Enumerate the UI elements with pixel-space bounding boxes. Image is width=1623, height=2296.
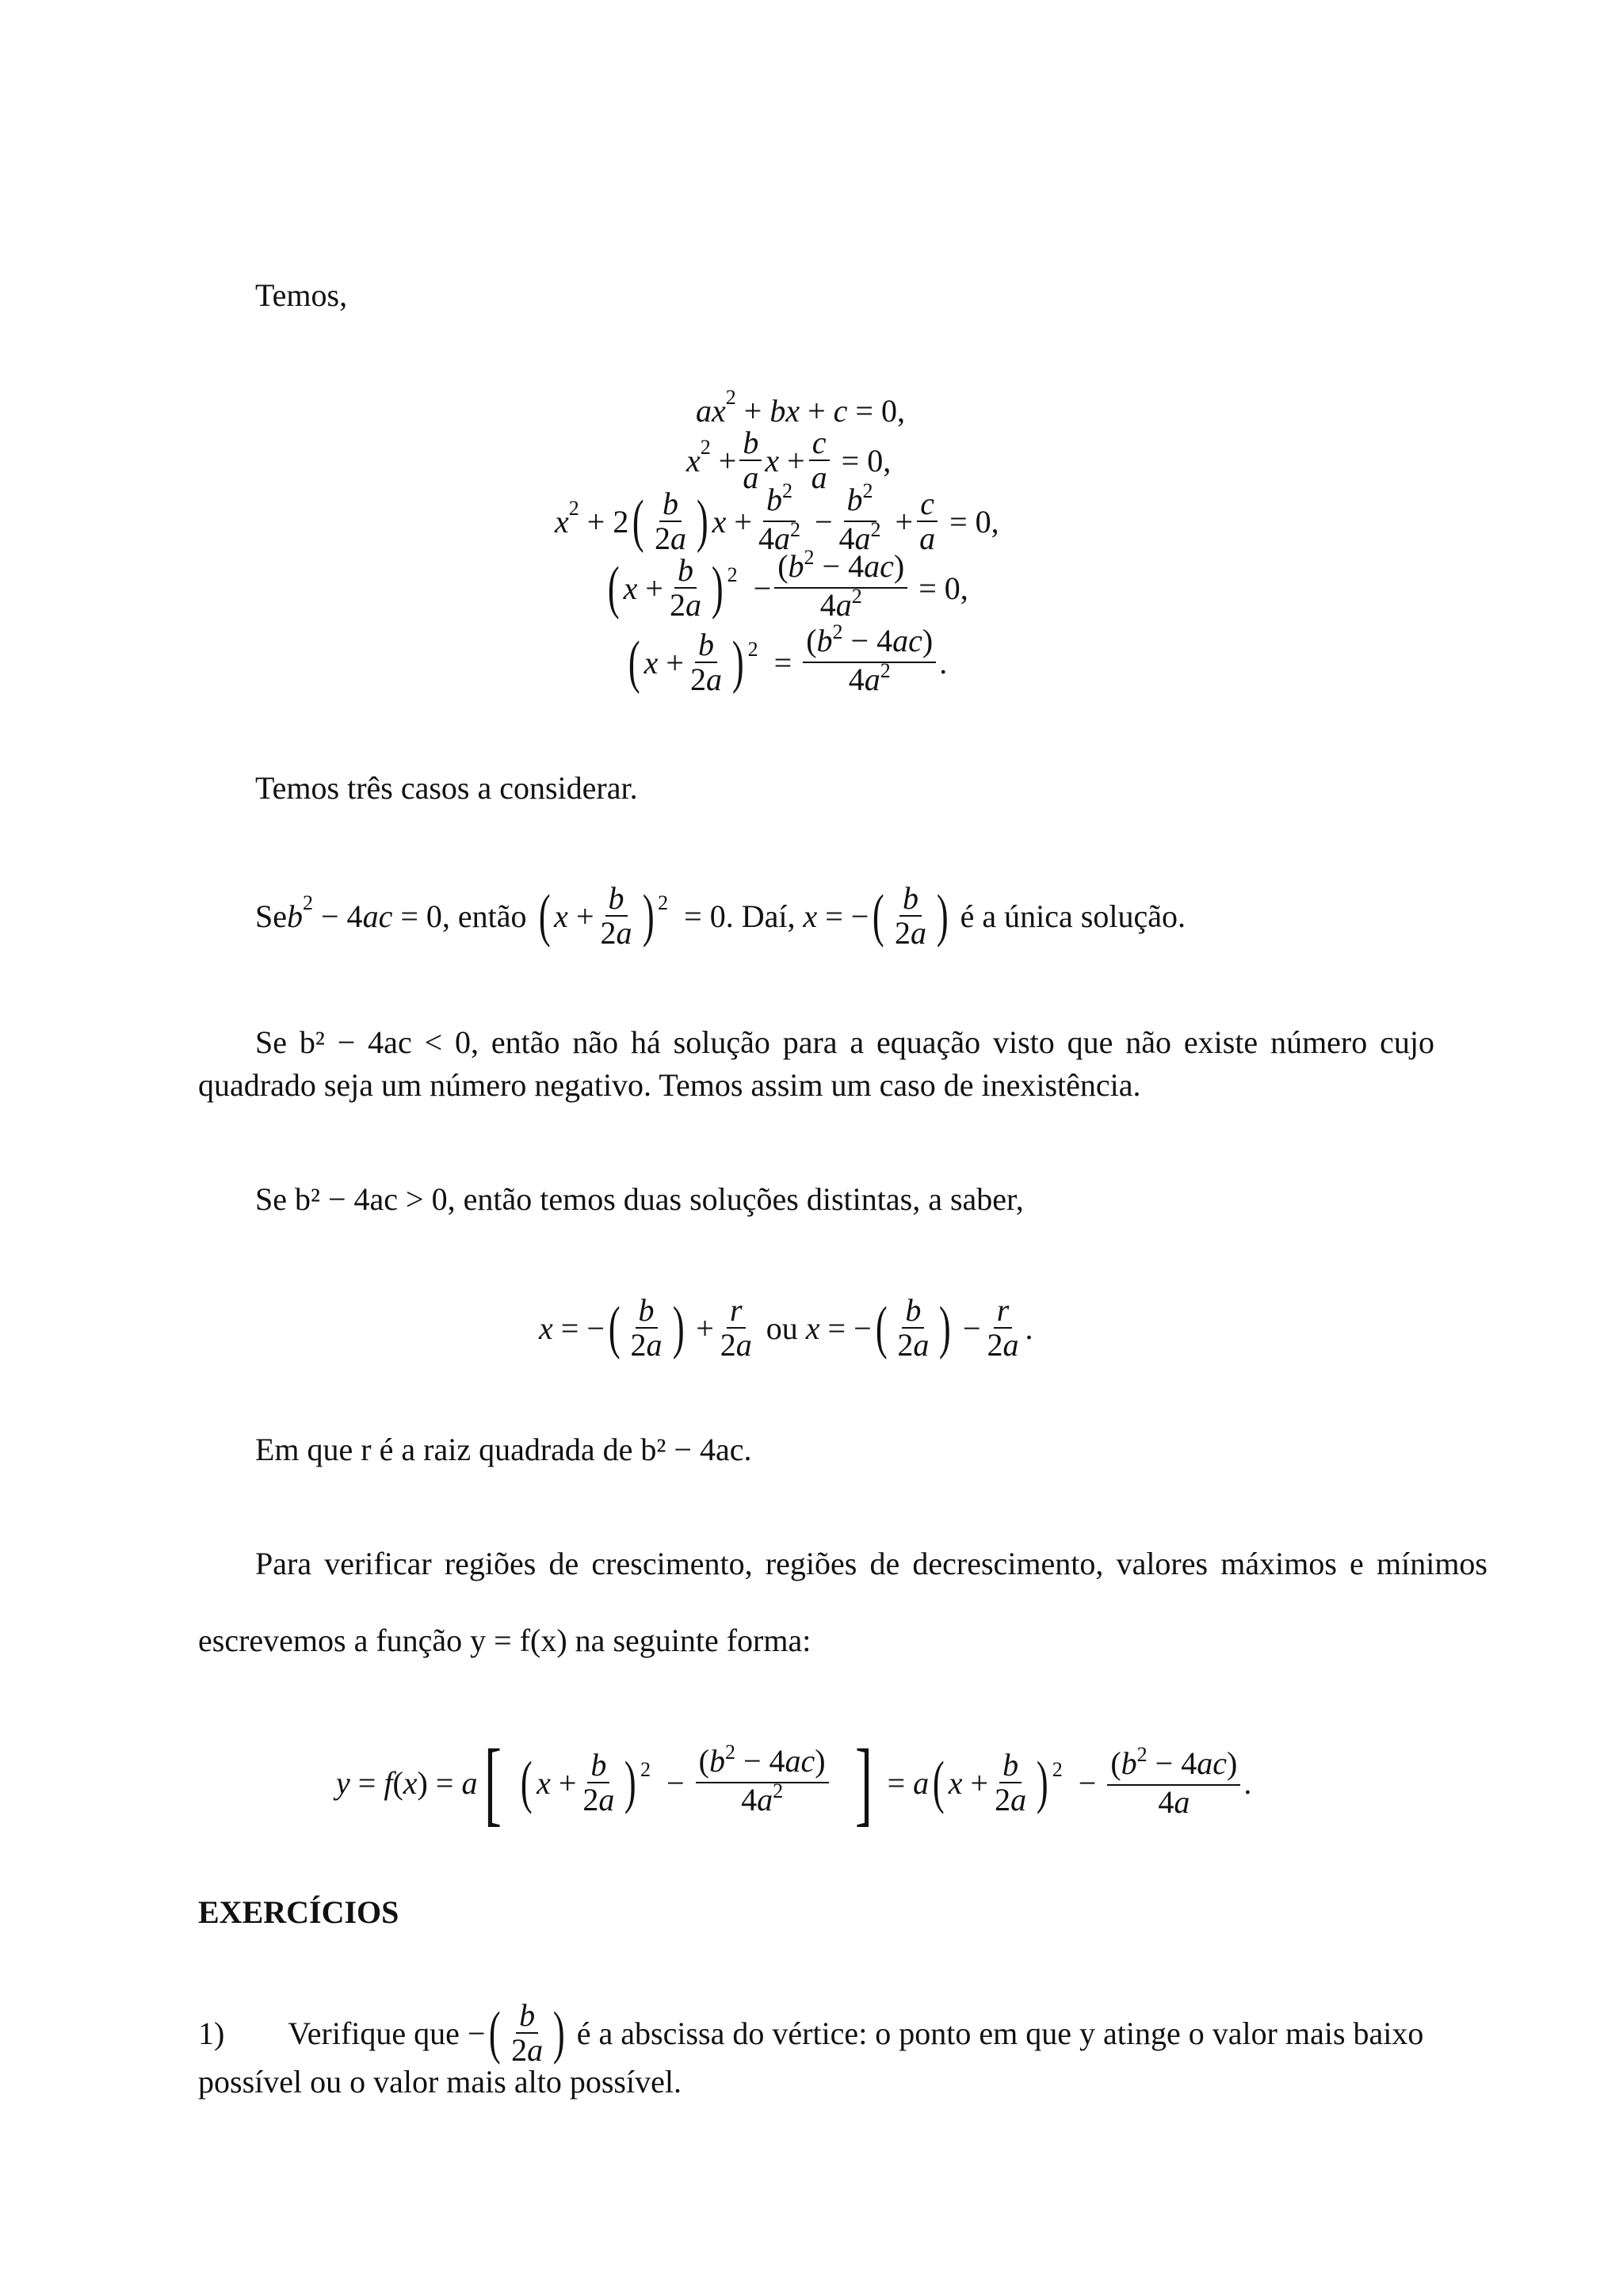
derivation-end-2: = 0, [841, 442, 892, 479]
analysis-line-1: Para verificar regiões de crescimento, regiões de decrescimento, valores máximos e mínimos [255, 1546, 1487, 1581]
analysis-line-2: escrevemos a função y = f(x) na seguinte forma: [198, 1623, 812, 1658]
derivation-line-1: ax $^2$ + bx + c = 0, [696, 386, 905, 429]
cases-intro: Temos três casos a considerar. [255, 770, 638, 806]
derivation-end-3: = 0, [949, 503, 999, 540]
exercise-post: é a abscissa do vértice: o ponto em que y atinge o valor mais baixo [576, 2015, 1424, 2051]
derivation-end-4: = 0, [918, 570, 968, 606]
exercise-pre: Verifique que [288, 2015, 460, 2051]
case-zero-pre: Se [255, 898, 287, 934]
case-negative-line-2: quadrado seja um número negativo. Temos assim um caso de inexistência. [198, 1067, 1141, 1103]
exercise-number: 1) [198, 2015, 225, 2051]
case-zero-eq0: = 0. Daí, [684, 898, 796, 934]
exercise-1: 1) Verifique que − ( $\frac{b}{2a}$ ) é a abscissa do vértice: o ponto em que y atinge o valor mais baixo [198, 1997, 1424, 2068]
intro-text: Temos, [255, 277, 348, 313]
case-zero-mid: , então [441, 898, 527, 934]
derivation-line-3: x $^2$ + 2 ( $\frac{b}{2a}$ ) x + $\frac{b^2}{4a^2}$ − $\frac{b^2}{4a^2}$ + $\frac{c}{a}$ = 0, [555, 479, 999, 556]
case-zero-post: é a única solução. [960, 898, 1186, 934]
case-positive: Se b² − 4ac > 0, então temos duas soluções distintas, a saber, [255, 1181, 1024, 1217]
exercises-title: EXERCÍCIOS [198, 1894, 399, 1930]
case-zero: Se b $^2$ − 4 ac = 0 , então ( x + $\frac{b}{2a}$ ) $^2$ = 0. Daí, x = − ( $\frac{b}{2a}$ ) é a única solução. [255, 880, 1186, 951]
solutions-or: ou [766, 1310, 798, 1346]
derivation-line-5: ( x + $\frac{b}{2a}$ ) $^2$ = $\frac{(b^2 - 4ac)}{4a^2}$ . [628, 620, 948, 697]
function-form: y = f ( x ) = a [ ( x + $\frac{b}{2a}$ ) $^2$ − $\frac{(b^2 - 4ac)}{4a^2}$ ] = a ( x + $\frac{b}{2a}$ ) $^2$ − $\frac{(b^2 - 4ac)}{4a}$ . [336, 1730, 1252, 1835]
solutions-formula: x = − ( $\frac{b}{2a}$ ) + $\frac{r}{2a}$ ou x = − ( $\frac{b}{2a}$ ) − $\frac{r}{2a}$ . [539, 1292, 1033, 1363]
derivation-line-4: ( x + $\frac{b}{2a}$ ) $^2$ − $\frac{(b^2 - 4ac)}{4a^2}$ = 0, [607, 546, 968, 623]
case-negative-line-1: Se b² − 4ac < 0, então não há solução para a equação visto que não existe número cujo [255, 1024, 1434, 1060]
root-note: Em que r é a raiz quadrada de b² − 4ac. [255, 1432, 752, 1467]
exercise-1-line-2: possível ou o valor mais alto possível. [198, 2064, 682, 2100]
derivation-end-5: . [939, 644, 948, 681]
derivation-line-2: x $^2$ + $\frac{b}{a}$ x + $\frac{c}{a}$ = 0, [686, 425, 892, 495]
